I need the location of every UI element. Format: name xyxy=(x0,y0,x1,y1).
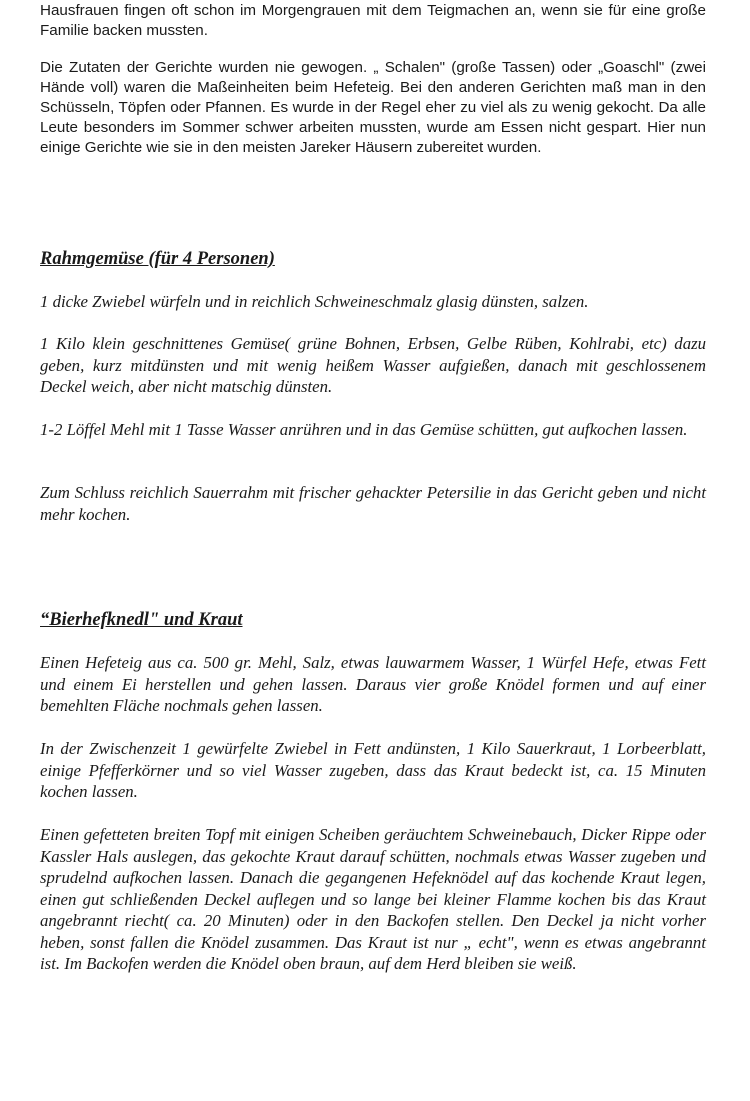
recipe-step: 1 Kilo klein geschnittenes Gemüse( grüne Bohnen, Erbsen, Gelbe Rüben, Kohlrabi, etc) dazu geben, kurz mitdünsten und mit wenig heißem Wasser aufgießen, danach mit geschlossenem Deckel weich, aber nicht matschig dünsten. xyxy=(40,334,706,396)
recipe-step: 1 dicke Zwiebel würfeln und in reichlich Schweineschmalz glasig dünsten, salzen. xyxy=(40,292,589,311)
intro-paragraph-2: Die Zutaten der Gerichte wurden nie gewogen. „ Schalen" (große Tassen) oder „Goaschl" (zwei Hände voll) waren die Maßeinheiten beim Hefeteig. Bei den anderen Gerichten maß man in den Schüsseln, Töpfen oder Pfannen. Es wurde in der Regel eher zu viel als zu wenig gekocht. Da alle Leute besonders im Sommer schwer arbeiten mussten, wurde am Essen nicht gespart. Hier nun einige Gerichte wie sie in den meisten Jareker Häusern zubereitet wurden. xyxy=(40,59,706,156)
recipe-step: In der Zwischenzeit 1 gewürfelte Zwiebel in Fett andünsten, 1 Kilo Sauerkraut, 1 Lorbeerblatt, einige Pfefferkörner und so viel Wasser zugeben, dass das Kraut bedeckt ist, ca. 15 Minuten kochen lassen. xyxy=(40,739,706,801)
recipe-step: Einen Hefeteig aus ca. 500 gr. Mehl, Salz, etwas lauwarmem Wasser, 1 Würfel Hefe, etwas Fett und einem Ei herstellen und gehen lassen. Daraus vier große Knödel formen und auf einer bemehlten Fläche nochmals gehen lassen. xyxy=(40,653,706,715)
intro-paragraph-1: Hausfrauen fingen oft schon im Morgengrauen mit dem Teigmachen an, wenn sie für eine große Familie backen mussten. xyxy=(40,2,706,39)
recipe-step: Einen gefetteten breiten Topf mit einigen Scheiben geräuchtem Schweinebauch, Dicker Rippe oder Kassler Hals auslegen, das gekochte Kraut darauf schütten, nochmals etwas Wasser zugeben und sprudelnd aufkochen lassen. Danach die gegangenen Hefeknödel auf das kochende Kraut legen, einen gut schließenden Deckel auflegen und so lange bei kleiner Flamme kochen bis das Kraut angebrannt riecht( ca. 20 Minuten) oder in den Backofen stellen. Den Deckel ja nicht vorher heben, sonst fallen die Knödel zusammen. Das Kraut ist nur „ echt", wenn es etwas angebrannt ist. Im Backofen werden die Knödel oben braun, auf dem Herd bleiben sie weiß. xyxy=(40,825,706,973)
recipe-title-rahmgemuese: Rahmgemüse (für 4 Personen) xyxy=(40,249,275,269)
recipe-title-bierhefknedl: “Bierhefknedl" und Kraut xyxy=(40,610,243,630)
recipe-step: 1-2 Löffel Mehl mit 1 Tasse Wasser anrühren und in das Gemüse schütten, gut aufkochen lassen. xyxy=(40,420,688,439)
recipe-step: Zum Schluss reichlich Sauerrahm mit frischer gehackter Petersilie in das Gericht geben und nicht mehr kochen. xyxy=(40,483,706,524)
